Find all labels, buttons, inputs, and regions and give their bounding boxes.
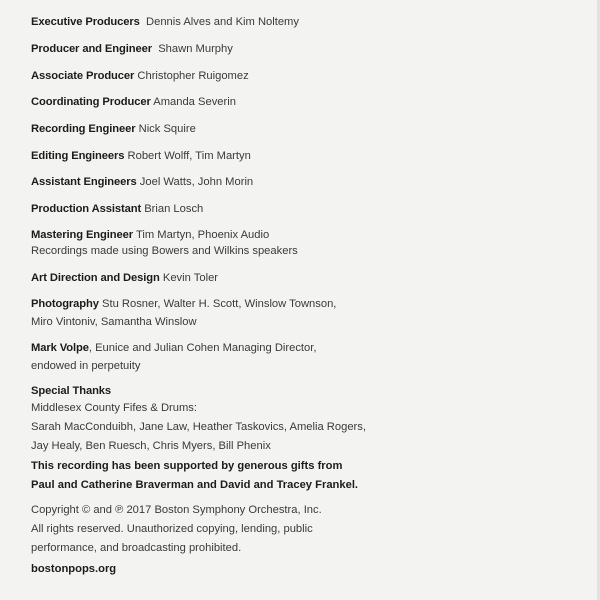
credit-extra: Miro Vintoniv, Samantha Winslow [31, 316, 197, 328]
credit-label: Recording Engineer [31, 123, 136, 135]
credit-value: Stu Rosner, Walter H. Scott, Winslow Townson, [102, 298, 337, 310]
copyright-note [31, 501, 322, 558]
credit-value: Tim Martyn, Phoenix Audio [135, 229, 270, 241]
credit-value: Brian Losch [144, 203, 204, 215]
credit-label: Coordinating Producer [31, 96, 151, 108]
credit-coordinating-producer [31, 93, 236, 112]
copyright-line: performance, and broadcasting prohibited. [31, 542, 242, 554]
credit-value: Kevin Toler [162, 272, 219, 284]
credit-label: Executive Producers [31, 16, 140, 28]
support-note [31, 457, 358, 495]
credit-label: Producer and Engineer [31, 43, 152, 55]
credit-production-assistant [31, 200, 203, 219]
credit-value: Nick Squire [138, 123, 196, 135]
copyright-line: All rights reserved. Unauthorized copying, lending, public [31, 523, 313, 535]
credit-art-direction [31, 269, 218, 288]
credit-value: Christopher Ruigomez [137, 70, 249, 82]
credit-label: Assistant Engineers [31, 176, 137, 188]
special-thanks-line: Middlesex County Fifes & Drums: [31, 402, 197, 414]
credit-value: Dennis Alves and Kim Noltemy [146, 16, 299, 28]
credit-value: , Eunice and Julian Cohen Managing Director, [88, 342, 317, 354]
credit-value: Shawn Murphy [158, 43, 233, 55]
credit-assistant-engineers [31, 173, 253, 192]
special-thanks-line: Sarah MacConduibh, Jane Law, Heather Taskovics, Amelia Rogers, [31, 421, 366, 433]
support-line: Paul and Catherine Braverman and David and Tracey Frankel. [31, 479, 359, 491]
credit-extra: endowed in perpetuity [31, 360, 141, 372]
website-link[interactable]: bostonpops.org [31, 563, 117, 575]
credit-value: Robert Wolff, Tim Martyn [127, 150, 251, 162]
credit-producer-engineer [31, 40, 233, 59]
support-line: This recording has been supported by generous gifts from [31, 460, 343, 472]
credit-editing-engineers [31, 147, 251, 166]
credit-label: Production Assistant [31, 203, 142, 215]
credit-label: Mastering Engineer [31, 229, 134, 241]
credit-photography [31, 295, 336, 332]
credit-extra: Recordings made using Bowers and Wilkins speakers [31, 245, 298, 257]
copyright-line: Copyright © and ℗ 2017 Boston Symphony Orchestra, Inc. [31, 504, 322, 516]
credit-value: Joel Watts, John Morin [139, 176, 254, 188]
credit-mark-volpe [31, 339, 316, 376]
credit-label: Photography [31, 298, 99, 310]
credit-associate-producer [31, 67, 249, 86]
credit-label: Art Direction and Design [31, 272, 160, 284]
credit-label: Editing Engineers [31, 150, 125, 162]
credit-value: Amanda Severin [153, 96, 236, 108]
credit-mastering-engineer [31, 226, 298, 261]
special-thanks-line: Jay Healy, Ben Ruesch, Chris Myers, Bill Phenix [31, 440, 271, 452]
credit-executive-producers [31, 13, 299, 32]
special-thanks [31, 382, 366, 456]
credit-recording-engineer [31, 120, 196, 139]
credit-label: Associate Producer [31, 70, 135, 82]
credit-label: Mark Volpe [31, 342, 89, 354]
special-thanks-heading: Special Thanks [31, 385, 112, 397]
